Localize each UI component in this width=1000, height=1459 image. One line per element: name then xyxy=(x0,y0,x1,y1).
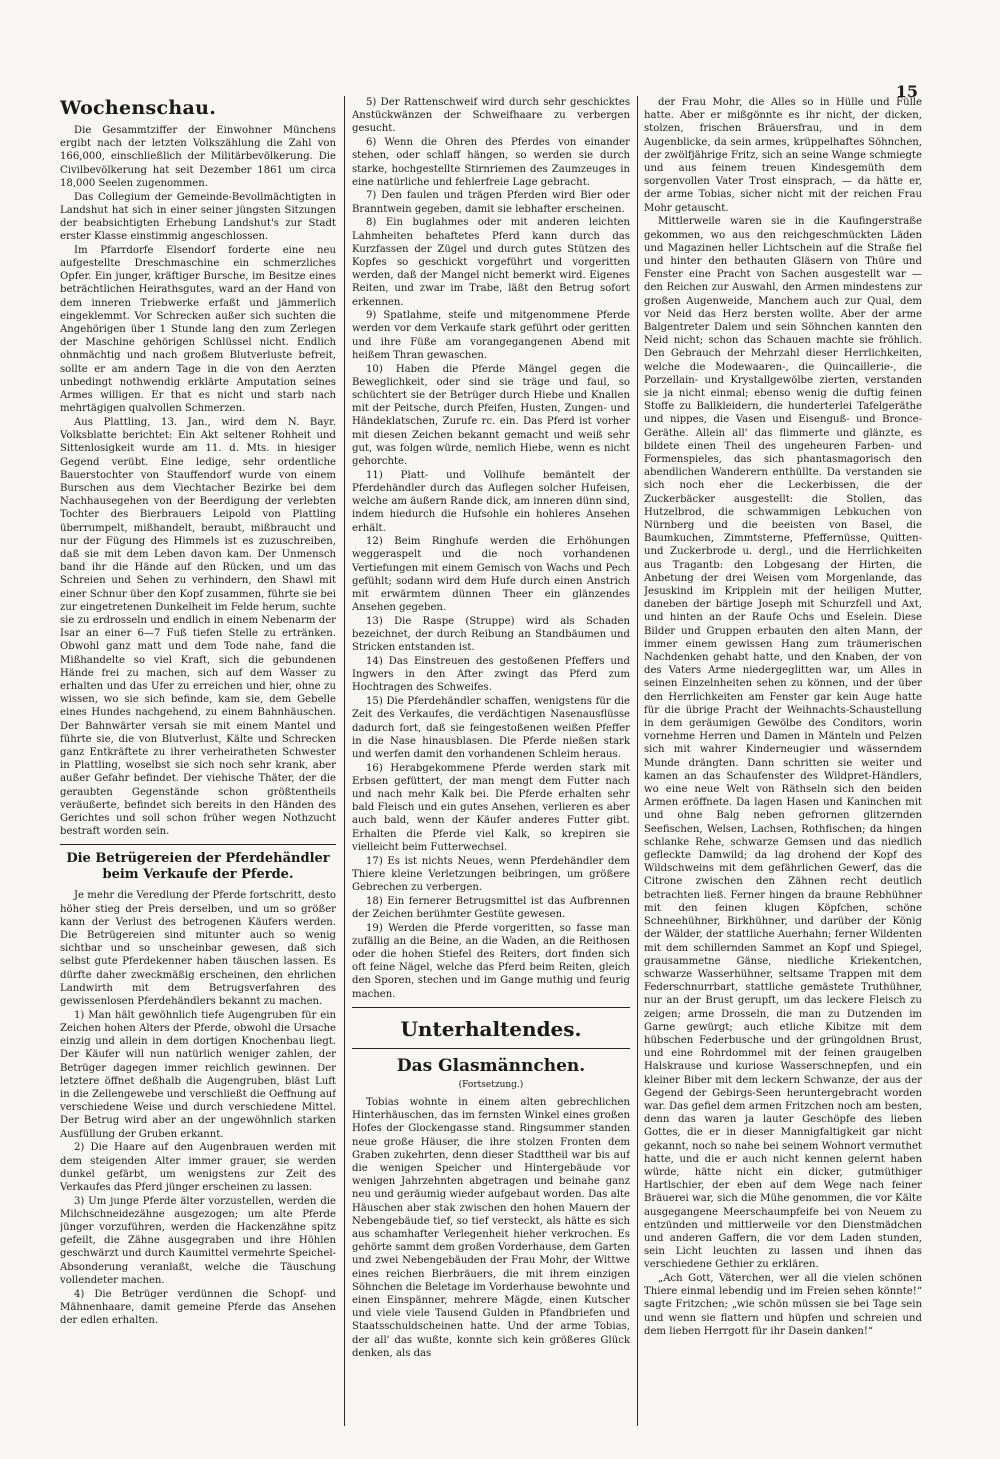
article-heading-pferdehaendler: Die Betrügereien der Pferdehändler beim Verkaufe der Pferde. xyxy=(66,851,330,883)
story-title: Das Glasmännchen. xyxy=(396,1055,586,1076)
paragraph: 11) Platt- und Vollhufe bemäntelt der Pferdehändler durch das Auflegen solcher Hufeisen, welche am äußern Rande dick, am inneren dünn sind, indem hiedurch die Hufsohle ein hohleres Ansehen erhält. xyxy=(352,469,630,534)
paragraph: 14) Das Einstreuen des gestoßenen Pfeffers und Ingwers in den After zwingt das Pferd zum Hochtragen des Schweifes. xyxy=(352,656,630,694)
paragraph: Das Collegium der Gemeinde-Bevollmächtigten in Landshut hat sich in einer seiner jüngsten Sitzungen der beabsichtigten Erhebung Landshut's zur Stadt erster Klasse einstimmig angeschlossen. xyxy=(60,191,336,243)
paragraph: 13) Die Raspe (Struppe) wird als Schaden bezeichnet, der durch Reibung an Standbäumen und Stricken entstanden ist. xyxy=(352,615,630,654)
paragraph: 5) Der Rattenschweif wird durch sehr geschicktes Anstückwänzen der Schweifhaare zu verbergen gesucht. xyxy=(352,97,630,135)
paragraph: Die Gesammtziffer der Einwohner Münchens ergibt nach der letzten Volkszählung die Zahl von 166,000, einschließlich der Militärbevölkerung. Die Civilbevölkerung hat seit Dezember 1861 um circa 18,000 Seelen zugenommen. xyxy=(60,125,336,189)
section-divider xyxy=(60,844,336,845)
column-1 xyxy=(60,96,336,1431)
paragraph: 17) Es ist nichts Neues, wenn Pferdehändler dem Thiere kleine Verletzungen beibringen, um größere Gebrechen zu verbergen. xyxy=(352,855,630,893)
section-divider xyxy=(352,1007,630,1008)
story-continuation-note: (Fortsetzung.) xyxy=(458,1079,524,1090)
paragraph: 9) Spatlahme, steife und mitgenommene Pferde werden vor dem Verkaufe stark geführt oder geritten und ihre Füße am vorangegangenen Abend mit heißem Thran gewaschen. xyxy=(352,310,630,361)
column-2 xyxy=(352,96,630,1431)
paragraph: 4) Die Betrüger verdünnen die Schopf- und Mähnenhaare, damit gemeine Pferde das Ansehen der edlen erhalten. xyxy=(60,1288,336,1326)
paragraph: 3) Um junge Pferde älter vorzustellen, werden die Milchschneidezähne ausgezogen; um alte Pferde jünger vorzuführen, werden die Hackenzähne spitz gefeilt, die Zähne ausgegraben und ihre Höhlen geschwärzt und durch Kaumittel vermehrte Speichel-Absonderung veranlaßt, welche die Täuschung vollendeter machen. xyxy=(60,1195,336,1286)
section-heading-unterhaltendes: Unterhaltendes. xyxy=(400,1016,582,1041)
paragraph: der Frau Mohr, die Alles so in Hülle und Fülle hatte. Aber er mißgönnte es ihr nicht, der dicken, stolzen, frischen Bräuersfrau, und in dem Augenblicke, da sein armes, krüppelhaftes Söhnchen, der zwölfjährige Fritz, sich an seine Wange schmiegte und aus feinem treuen Kindesgemüth dem sorgenvollen Vater Trost einsprach, — da hätte er, der arme Tobias, sicher nicht mit der reichen Frau Mohr getauscht. xyxy=(644,97,922,214)
paragraph: Je mehr die Veredlung der Pferde fortschritt, desto höher stieg der Preis derselben, und um so größer kann der Verlust des betrogenen Käufers werden. Die Betrügereien sind mitunter auch so wenig sichtbar und so unscheinbar gewesen, daß sich selbst gute Pferdekenner haben täuschen lassen. Es dürfte daher zweckmäßig erscheinen, den ehrlichen Landwirth mit dem Betrugsverfahren des gewissenlosen Pferdehändlers bekannt zu machen. xyxy=(60,890,336,1008)
column-rule xyxy=(344,96,345,1426)
paragraph: 7) Den faulen und trägen Pferden wird Bier oder Branntwein gegeben, damit sie lebhafter erscheinen. xyxy=(352,190,630,215)
paragraph: 6) Wenn die Ohren des Pferdes von einander stehen, oder schlaff hängen, so werden sie durch starke, hochgestellte Stirnriemen des Zaumzeuges in eine natürliche und fehlerfreie Lage gebracht. xyxy=(352,137,630,188)
paragraph: 2) Die Haare auf den Augenbrauen werden mit dem steigenden Alter immer grauer, sie werden dunkel gefärbt, um wenigstens zur Zeit des Verkaufes das Pferd jünger erscheinen zu lassen. xyxy=(60,1142,336,1193)
paragraph: 8) Ein buglahmes oder mit anderen leichten Lahmheiten behaftetes Pferd kann durch das Kurzfassen der Zügel und durch gutes Stützen des Kopfes so geschickt vorgeführt und vorgeritten werden, daß der Mangel nicht bemerkt wird. Eigenes Reiten, und zwar im Trabe, läßt den Betrug sofort erkennen. xyxy=(352,217,630,308)
paragraph: 19) Werden die Pferde vorgeritten, so fasse man zufällig an die Beine, an die Waden, an die Reithosen oder die hohen Stiefel des Reiters, dort finden sich oft feine Nägel, welche das Pferd beim Reiten, gleich den Sporen, stechen und im Gange muthig und feurig machen. xyxy=(352,922,630,1000)
section-divider xyxy=(352,1048,630,1049)
paragraph: 10) Haben die Pferde Mängel gegen die Beweglichkeit, oder sind sie träge und faul, so schüchtert sie der Betrüger durch Hiebe und Knallen mit der Peitsche, durch Pfeifen, Husten, Zungen- und Händeklatschen, Zurufe rc. ein. Das Pferd ist vorher mit diesen Zeichen bekannt gemacht und weiß sehr gut, was folgen würde, nemlich Hiebe, wenn es nicht gehorchte. xyxy=(352,363,630,467)
paragraph: 1) Man hält gewöhnlich tiefe Augengruben für ein Zeichen hohen Alters der Pferde, obwohl die Ursache einzig und allein in dem dortigen Knochenbau liegt. Der Käufer will nun natürlich weniger zahlen, der Betrüger dagegen immer reichlich gewinnen. Der letztere öffnet deßhalb die Augengruben, bläst Luft in die Zellengewebe und verschließt die Oeffnung auf verschiedene Weise und durch verschiedene Mittel. Der Betrug wird aber an der ungewöhnlich starken Ausfüllung der Gruben erkannt. xyxy=(60,1009,336,1140)
paragraph: „Ach Gott, Väterchen, wer all die vielen schönen Thiere einmal lebendig und im Freien sehen könnte!“ sagte Fritzchen; „wie schön müssen sie bei Tage sein und wenn sie flattern und hüpfen und schreien und dem lieben Herrgott für ihr Dasein danken!“ xyxy=(644,1273,922,1337)
paragraph: Im Pfarrdorfe Elsendorf forderte eine neu aufgestellte Dreschmaschine ein schmerzliches Opfer. Ein junger, kräftiger Bursche, im Besitze eines beträchtlichen Heirathsgutes, ward an der Hand von dem inneren Triebwerke erfaßt und jämmerlich eingeklemmt. Vor Schrecken außer sich suchten die Angehörigen über 1 Stunde lang den zum Zerlegen der Maschine gehörigen Schlüssel nicht. Endlich ohnmächtig und nach großem Blutverluste befreit, sollte er am andern Tage in die von den Aerzten unbedingt nothwendig erklärte Amputation seines Armes willigen. Er that es nicht und starb nach mehrtägigen qualvollen Schmerzen. xyxy=(60,244,336,415)
section-heading-wochenschau: Wochenschau. xyxy=(60,97,217,119)
page-number: 15 xyxy=(895,82,918,101)
paragraph: 12) Beim Ringhufe werden die Erhöhungen weggeraspelt und die noch vorhandenen Vertiefungen mit einem Gemisch von Wachs und Pech gefühlt; sodann wird dem Hufe durch einen Anstrich mit erwärmtem dünnen Theer ein glänzendes Ansehen gegeben. xyxy=(352,536,630,614)
paragraph: 15) Die Pferdehändler schaffen, wenigstens für die Zeit des Verkaufes, die verdächtigen Nasenausflüsse dadurch fort, daß sie feingestoßenen weißen Pfeffer in die Nase hinausblasen. Die Pferde nießen stark und werfen damit den vorhandenen Schleim heraus. xyxy=(352,696,630,760)
paragraph: Tobias wohnte in einem alten gebrechlichen Hinterhäuschen, das im fernsten Winkel eines großen Hofes der Glockengasse stand. Ringsummer standen neue große Häuser, die ihre stolzen Fronten dem Graben zukehrten, denn dieser Stadttheil war bis auf die wenigen Speicher und Hintergebäude vor wenigen Jahrzehnten abgetragen und beinahe ganz neu und geräumig wieder aufgebaut worden. Das alte Häuschen aber stak zwischen den hohen Mauern der Nebengebäude tief, so tief versteckt, als hätte es sich aus schamhafter Verlegenheit hieher verkrochen. Es gehörte sammt dem großen Vorderhause, dem Garten und zwei Nebengebäuden der Frau Mohr, der Wittwe eines reichen Bierbräuers, die mit ihrem einzigen Söhnchen die Beletage im Vorderhause bewohnte und einen Einspänner, mehrere Mägde, einen Kutscher und viele viele Tausend Gulden in Pfandbriefen und Staatsschuldscheinen hatte. Und der arme Tobias, der all' das wußte, konnte sich kein größeres Glück denken, als das xyxy=(352,1097,630,1359)
paragraph: Aus Plattling, 13. Jan., wird dem N. Bayr. Volksblatte berichtet: Ein Akt seltener Rohheit und Sittenlosigkeit wurde am 11. d. Mts. in hiesiger Gegend verübt. Eine ledige, sehr ordentliche Bauerstochter von Stauffendorf wurde von einem Burschen aus dem Viechtacher Bezirke bei dem Nachhausegehen von der Beerdigung der verlebten Tochter des Bierbrauers Leipold von Plattling überrumpelt, mißhandelt, beraubt, mißbraucht und nur der Fügung des Himmels ist es zuzuschreiben, daß sie mit dem Leben davon kam. Der Unmensch band ihr die Hände auf den Rücken, und um das Schreien und Sehen zu verhindern, den Shawl mit einer Schnur über den Kopf zusammen, führte sie bei zur eingetretenen Dunkelheit im Felde herum, suchte sie zu erdrosseln und endlich in einem Nebenarm der Isar an einer 6—7 Fuß tiefen Stelle zu ertränken. Obwohl ganz matt und dem Tode nahe, fand die Mißhandelte so viel Kraft, sich die gebundenen Hände frei zu machen, sich auf dem Wasser zu erhalten und das Ufer zu erreichen und hier, ohne zu wissen, wo sie sich befinde, kam sie, dem Gebelle eines Hundes nachgehend, zu einem Bahnhäuschen. Der Bahnwärter versah sie mit einem Mantel und führte sie, die von Blutverlust, Kälte und Schrecken ganz Entkräftete zu ihrer verheiratheten Schwester in Plattling, woselbst sie sich noch sehr krank, aber außer Gefahr befindet. Der viehische Thäter, der die geraubten Gegenstände schon größtentheils veräußerte, befindet sich bereits in den Händen des Gerichtes und soll schon früher wegen Nothzucht bestraft worden sein. xyxy=(60,416,336,838)
paragraph: 18) Ein fernerer Betrugsmittel ist das Aufbrennen der Zeichen berühmter Gestüte gewesen. xyxy=(352,895,630,920)
column-rule xyxy=(637,96,638,1426)
column-3 xyxy=(644,96,922,1431)
paragraph: 16) Herabgekommene Pferde werden stark mit Erbsen gefüttert, der man mengt dem Futter nach und nach mehr Kalk bei. Die Pferde erhalten sehr bald Fleisch und ein gutes Ansehen, verlieren es aber auch bald, wenn der Käufer anderes Futter gibt. Erhalten die Pferde viel Kalk, so krepiren sie vielleicht beim Futterwechsel. xyxy=(352,762,630,853)
paragraph: Mittlerweile waren sie in die Kaufingerstraße gekommen, wo aus den reichgeschmückten Läden und Magazinen heller Lichtschein auf die Straße fiel und hinter den bethauten Gläsern von Thüre und Fenster eine Pracht von Sachen ausgestellt war — den Reichen zur Auswahl, den Armen mindestens zur großen Augenweide, Manchem auch zur Qual, dem vor Neid das Herz bersten wollte. Aber der arme Balgentreter Dalem und sein Söhnchen kannten den Neid nicht; schon das Schauen machte sie fröhlich. Den Gebrauch der Mehrzahl dieser Herrlichkeiten, welche die Modewaaren-, die Quincaillerie-, die Porzellain- und Krystallgewölbe zierten, verstanden sie ja nicht einmal; ebenso wenig die duftig feinen Stoffe zu Ballkleidern, die hunderterlei Tafelgeräthe und nippes, die Vasen und Eisenguß- und Bronce-Geräthe. Allein all' das flimmerte und glänzte, es bildete einen Theil des ungeheuren Farben- und Formenspieles, das sich phantasmagorisch den abendlichen Wanderern enthüllte. Da verstanden sie sich noch eher die Leckerbissen, die der Zuckerbäcker ausgestellt: die Stollen, das Hutzelbrod, die schwammigen Lebkuchen von Nürnberg und die beeisten von Basel, die Baumkuchen, Zimmtsterne, Pfeffernüsse, Quitten- und Zuckerbrode u. dergl., und die Herrlichkeiten aus Tragantb: den Lobgesang der Hirten, die Anbetung der drei Weisen vom Morgenlande, das Jesuskind im Kripplein mit der heiligen Mutter, daneben der bärtige Joseph mit Schurzfell und Axt, und hinten an der Raufe Ochs und Eselein. Diese Bilder und Gruppen erbauten den alten Mann, der immer einem gewissen Hang zum träumerischen Nachdenken gehabt hatte, und den Knaben, der von des Vaters Arme niedergeglitten war, um Alles in seinen Einzelnheiten sehen zu können, und der über den Herrlichkeiten am Fenster gar kein Auge hatte für die übrige Pracht der Weihnachts-Schaustellung in dem geräumigen Gewölbe des Conditors, worin vornehme Herren und Damen in Mänteln und Pelzen sich mit wahrer Kinderneugier und wässerndem Munde drängten. Dann schritten sie weiter und kamen an das Schaufenster des Wildpret-Händlers, wo eine neue Welt von Räthseln sich den beiden Armen eröffnete. Da lagen Hasen und Kaninchen mit und ohne Balg neben gefrornen glitzernden Seefischen, Welsen, Lachsen, Rothfischen; da hingen schlanke Rehe, schwarze Gemsen und das niedlich gefleckte Damwild; da lag drohend der Kopf des Wildschweins mit dem gefährlichen Gewerf, das die Citrone zwischen den Zähnen recht deutlich betrachten ließ. Ferner hingen da braune Rebhühner mit den feinen klugen Köpfchen, schöne Schneehühner, Birkhühner, und darüber der König der Wälder, der stattliche Auerhahn; ferner Wildenten mit dem schillernden Sammet an Kopf und Spiegel, grausammetne Gänse, niedliche Kriekentchen, schwarze Wasserhühner, seltsame Trappen mit dem Federschnurrbart, stattliche gemästete Truthühner, nur an der Brust gerupft, um das leckere Fleisch zu zeigen; arme Drosseln, die man zu Dutzenden im Garne gewürgt; auch etliche Kibitze mit dem hübschen Federbusche und der grüngoldnen Brust, und eine Rohrdommel mit der feinen graugelben Halskrause und kuriose Wasserschnepfen, und ein kleiner Biber mit dem leckern Schwanze, der aus der Gegend der Gebirgs-Seen heruntergebracht worden war. Das gefiel dem armen Fritzchen noch am besten, denn das waren ja lauter Geschöpfe des lieben Gottes, die er in dieser Mannigfaltigkeit gar nicht gekannt, noch so nahe bei seinem Wohnort vermuthet hatte, und die er auch nicht kennen gelernt haben würde, hätte nicht ein dicker, gutmüthiger Hartlschier, der eben auf dem Wege nach feiner Bräuerei war, sich die Mühe genommen, die vor Kälte ausgegangene Meerschaumpfeife bei von Neuem zu entzünden und mittlerweile vor den Dienstmädchen und anderen Gaffern, die vor dem Laden stunden, sein Licht leuchten zu lassen und ihnen das verschiedene Gethier zu erklären. xyxy=(644,216,922,1271)
